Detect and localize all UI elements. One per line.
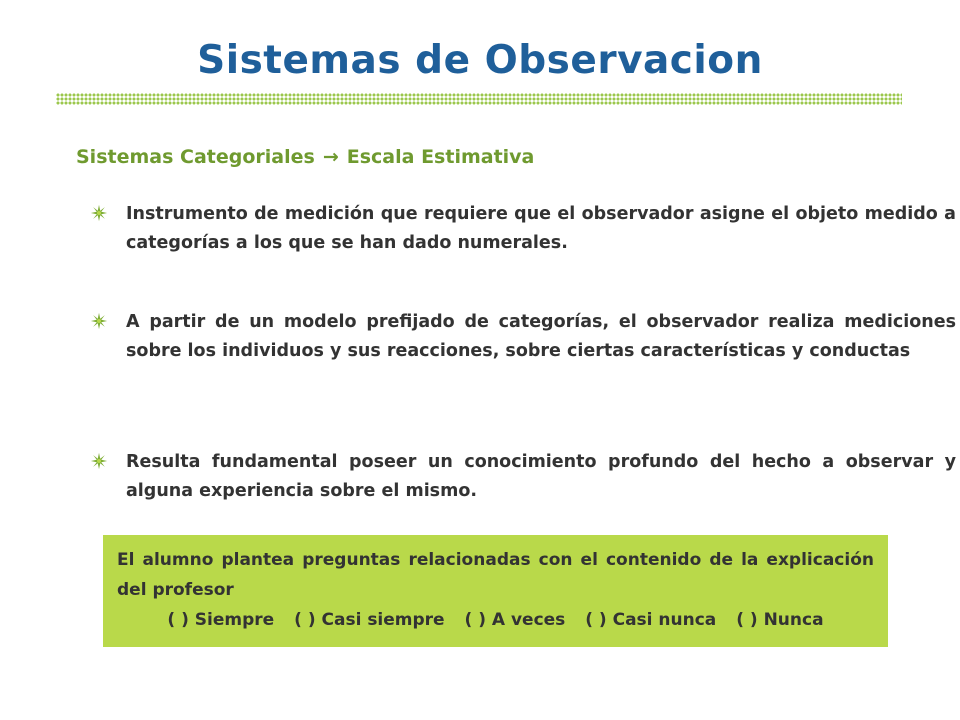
slide-subtitle bbox=[76, 146, 534, 168]
slide-title: Sistemas de Observacion bbox=[197, 38, 763, 83]
bullet-item bbox=[90, 200, 956, 258]
bullet-text: Instrumento de medición que requiere que el observador asigne el objeto medido a categorías a los que se han dado numerales. bbox=[126, 204, 956, 253]
option-nunca: ( ) Nunca bbox=[736, 610, 824, 630]
bullet-text: Resulta fundamental poseer un conocimiento profundo del hecho a observar y alguna experiencia sobre el mismo. bbox=[126, 452, 956, 501]
subtitle-right: Escala Estimativa bbox=[346, 146, 535, 168]
green-burst-icon bbox=[90, 312, 108, 330]
example-question: El alumno plantea preguntas relacionadas con el contenido de la explicación del profesor bbox=[117, 550, 874, 600]
dotted-divider bbox=[56, 93, 902, 105]
option-casi-nunca: ( ) Casi nunca bbox=[585, 610, 717, 630]
green-burst-icon bbox=[90, 452, 108, 470]
green-burst-icon bbox=[90, 204, 108, 222]
bullet-item bbox=[90, 308, 956, 366]
bullet-text: A partir de un modelo prefijado de categorías, el observador realiza mediciones sobre los individuos y sus reacciones, sobre ciertas características y conductas bbox=[126, 312, 956, 361]
bullet-item bbox=[90, 448, 956, 506]
example-box bbox=[103, 535, 888, 647]
option-a-veces: ( ) A veces bbox=[464, 610, 566, 630]
arrow-right-icon: → bbox=[322, 146, 339, 168]
rating-options bbox=[117, 610, 874, 630]
option-casi-siempre: ( ) Casi siempre bbox=[294, 610, 445, 630]
subtitle-left: Sistemas Categoriales bbox=[76, 146, 315, 168]
option-siempre: ( ) Siempre bbox=[167, 610, 275, 630]
